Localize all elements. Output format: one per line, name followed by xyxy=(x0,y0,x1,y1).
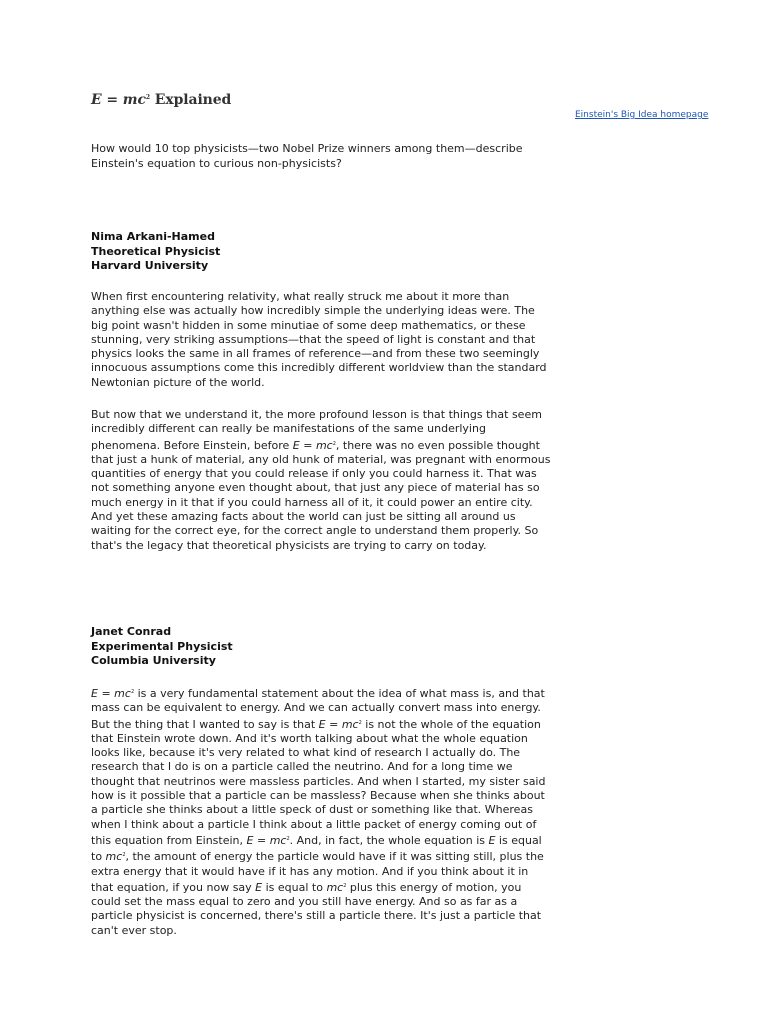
equation-equals: = xyxy=(325,717,342,731)
intro-text: How would 10 top physicists—two Nobel Prize winners among them—describe Einstein's equation to curious non-physicists? xyxy=(91,142,523,170)
contributor-byline xyxy=(91,230,220,274)
equation-e: E xyxy=(292,438,300,452)
text-segment: plus this energy of motion, you could set the mass equal to zero and you still have energy. And so as far as a particle physicist is concerned, there's still a particle there. It's just a particle that can't ever stop. xyxy=(91,880,542,937)
equation-mc: mc xyxy=(105,850,123,864)
contributor-name: Janet Conrad xyxy=(91,625,172,638)
equation-e: E xyxy=(488,833,496,847)
text-segment: is not the whole of the equation that Einstein wrote down. And it's worth talking about what the whole equation looks like, because it's very related to what kind of research I actually do. The research that I do is on a particle called the neutrino. And for a long time we thought that neutrinos were massless particles. And when I started, my sister said how is it possible that a particle can be massless? Because when she thinks about a particle she thinks about a little speck of dust or something like that. Whereas when I think about a particle I think about a little packet of energy coming out of this equation from Einstein, xyxy=(91,717,546,847)
equation-equals: = xyxy=(97,687,115,700)
equation-superscript: 2 xyxy=(122,852,126,859)
contributor-name: Nima Arkani-Hamed xyxy=(91,230,215,243)
equation-superscript: 2 xyxy=(343,882,347,889)
contributor-paragraph: When first encountering relativity, what really struck me about it more than anything else was actually how incredibly simple the underlying ideas were. The big point wasn't hidden in some minutiae of some deep mathematics, or these stunning, very striking assumptions—that the speed of light is constant and that physics looks the same in all frames of reference—and from these two seemingly innocuous assumptions come this incredibly different worldview than the standard Newtonian picture of the world. xyxy=(91,290,547,389)
equation-superscript: 2 xyxy=(332,440,336,447)
equation-mc: mc xyxy=(114,687,131,700)
text-segment: is a very fundamental statement about the idea of what mass is, and that mass can be equivalent to energy. And we can actually convert mass into energy. But the thing that I wanted to say is that xyxy=(91,687,545,731)
equation-e: E xyxy=(255,880,263,894)
contributor-paragraph xyxy=(91,685,553,938)
contributor-role: Experimental Physicist xyxy=(91,639,233,653)
text-segment: , there was no even possible thought that just a hunk of material, any old hunk of material, was pregnant with enormous quantities of energy that you could release if only you could harness it. That was not something anyone even thought about, that just any piece of material has so much energy in it that if you could harness all of it, it could power an entire city. And yet these amazing facts about the world can just be sitting all around us waiting for the correct eye, for the correct angle to understand them properly. So that's the legacy that theoretical physicists are trying to carry on today. xyxy=(91,438,551,552)
title-mc: mc xyxy=(122,92,146,108)
contributor-paragraph xyxy=(91,408,553,553)
equation-e: E xyxy=(318,717,326,731)
equation-mc: mc xyxy=(269,833,287,847)
equation-superscript: 2 xyxy=(130,689,135,695)
equation-e: E xyxy=(91,687,98,700)
title-explained: Explained xyxy=(149,92,232,108)
equation-superscript: 2 xyxy=(286,835,290,842)
homepage-link[interactable]: Einstein's Big Idea homepage xyxy=(575,110,709,120)
text-segment: But now that we understand it, the more profound lesson is that things that seem incredibly different can really be manifestations of the same underlying phenomena. Before Einstein, before xyxy=(91,408,542,452)
text-segment: is equal to xyxy=(262,880,327,894)
contributor-role: Theoretical Physicist xyxy=(91,244,221,258)
equation-mc: mc xyxy=(341,717,359,731)
title-e: E xyxy=(91,92,102,108)
title-superscript: 2 xyxy=(145,94,150,101)
title-equals: = xyxy=(101,92,123,108)
equation-superscript: 2 xyxy=(358,719,362,726)
text-segment: is equal to xyxy=(91,833,542,864)
page-title xyxy=(91,92,231,108)
contributor-affiliation: Columbia University xyxy=(91,654,216,667)
equation-mc: mc xyxy=(326,880,344,894)
equation-equals: = xyxy=(299,438,316,452)
equation-equals: = xyxy=(253,833,270,847)
contributor-affiliation: Harvard University xyxy=(91,259,209,272)
text-segment: . And, in fact, the whole equation is xyxy=(289,833,489,847)
equation-e: E xyxy=(246,833,254,847)
contributor-byline xyxy=(91,625,233,669)
text-segment: , the amount of energy the particle would have if it was sitting still, plus the extra energy that it would have if it has any motion. And if you think about it in that equation, if you now say xyxy=(91,850,544,894)
equation-mc: mc xyxy=(315,438,333,452)
